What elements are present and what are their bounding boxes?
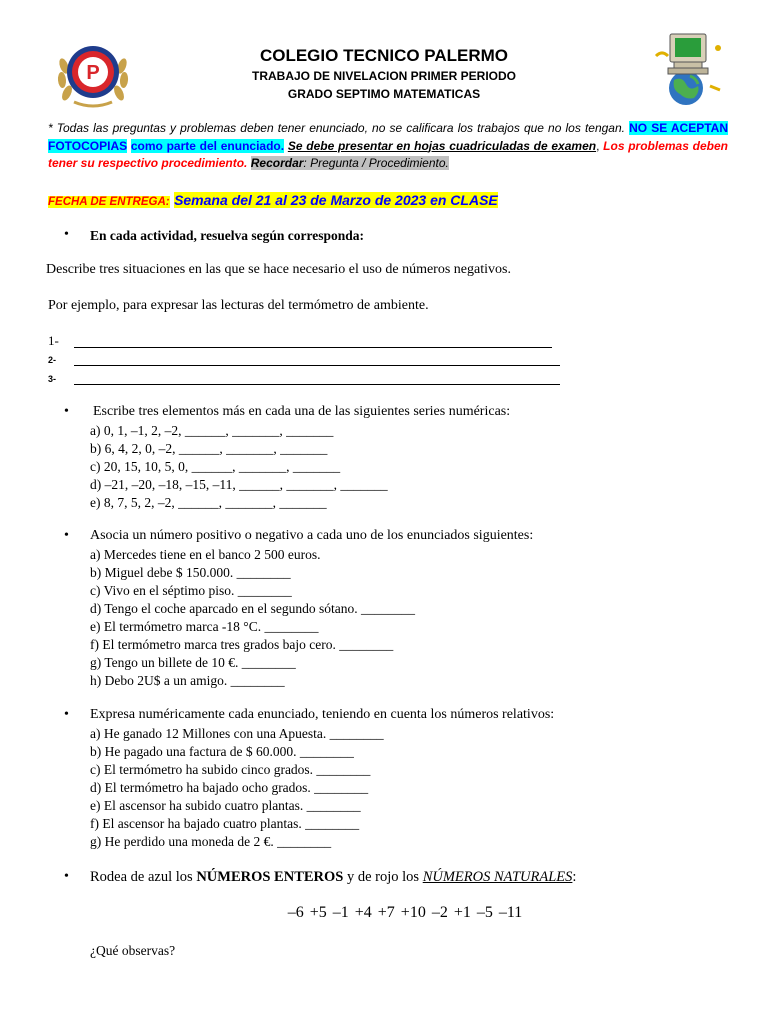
bullet-4: •: [64, 869, 69, 884]
section4-post: :: [572, 869, 577, 885]
recordar-text: : Pregunta / Procedimiento.: [303, 156, 449, 170]
section4-mid: y de rojo los: [343, 869, 423, 885]
describe-line-1: Describe tres situaciones en las que se hace necesario el uso de números negativos.: [46, 262, 511, 277]
bullet-0: •: [64, 227, 69, 242]
school-title: COLEGIO TECNICO PALERMO: [259, 46, 509, 65]
enteros-label: NÚMEROS ENTEROS: [196, 869, 344, 885]
series-item-c: c) 20, 15, 10, 5, 0, ______, _______, _______: [90, 459, 341, 474]
series-item-d: d) –21, –20, –18, –15, –11, ______, _______, _______: [90, 477, 388, 492]
express-item-f: f) El ascensor ha bajado cuatro plantas. ________: [90, 816, 360, 831]
express-item-b: b) He pagado una factura de $ 60.000. ________: [90, 744, 354, 759]
assoc-item-a: a) Mercedes tiene en el banco 2 500 euros.: [90, 547, 321, 562]
series-item-e: e) 8, 7, 5, 2, –2, ______, _______, _______: [90, 495, 327, 510]
assoc-item-b: b) Miguel debe $ 150.000. ________: [90, 565, 291, 580]
due-date-value: Semana del 21 al 23 de Marzo de 2023 en CLASE: [174, 192, 498, 208]
express-item-a: a) He ganado 12 Millones con una Apuesta. ________: [90, 726, 384, 741]
express-item-e: e) El ascensor ha subido cuatro plantas. ________: [90, 798, 361, 813]
assoc-item-e: e) El termómetro marca -18 °C. ________: [90, 619, 319, 634]
assoc-item-c: c) Vivo en el séptimo piso. ________: [90, 583, 292, 598]
series-item-b: b) 6, 4, 2, 0, –2, ______, _______, _______: [90, 441, 328, 456]
answer-number-3: 3-: [48, 374, 57, 384]
instructions-text-6: Los problemas deben tener su respectivo procedimiento.: [48, 138, 728, 170]
express-item-d: d) El termómetro ha bajado ocho grados. ________: [90, 780, 369, 795]
question-text: ¿Qué observas?: [90, 943, 176, 958]
worksheet-subtitle: TRABAJO DE NIVELACION PRIMER PERIODO: [251, 69, 517, 83]
bullet-2: •: [64, 528, 69, 543]
bullet-3: •: [64, 707, 69, 722]
recordar-label: Recordar: [250, 156, 304, 170]
grade-subtitle: GRADO SEPTIMO MATEMATICAS: [287, 87, 481, 101]
assoc-item-h: h) Debo 2U$ a un amigo. ________: [90, 673, 285, 688]
answer-line-1[interactable]: [74, 347, 552, 348]
describe-line-2: Por ejemplo, para expresar las lecturas del termómetro de ambiente.: [48, 298, 429, 313]
instructions-comma: ,: [596, 138, 600, 153]
answer-line-2[interactable]: [74, 365, 560, 366]
naturales-label: NÚMEROS NATURALES: [422, 869, 573, 885]
series-item-a: a) 0, 1, –1, 2, –2, ______, _______, _______: [90, 423, 334, 438]
answer-line-3[interactable]: [74, 384, 560, 385]
section4-pre: Rodea de azul los: [90, 869, 197, 885]
section3-heading: Expresa numéricamente cada enunciado, teniendo en cuenta los números relativos:: [90, 707, 555, 722]
assoc-item-g: g) Tengo un billete de 10 €. ________: [90, 655, 296, 670]
instructions-paragraph: [48, 120, 728, 173]
express-item-g: g) He perdido una moneda de 2 €. ________: [90, 834, 332, 849]
instructions-text-3: como parte del enunciado.: [130, 138, 285, 153]
answer-number-1: 1-: [48, 333, 59, 348]
bullet-1: •: [64, 404, 69, 419]
crest-letter: P: [86, 62, 100, 84]
instructions-text-4: Se debe presentar en hojas cuadriculadas de examen: [287, 138, 597, 153]
section0-heading: En cada actividad, resuelva según corresponda:: [90, 228, 365, 243]
section2-heading: Asocia un número positivo o negativo a cada uno de los enunciados siguientes:: [90, 528, 534, 543]
number-sequence: –6 +5 –1 +4 +7 +10 –2 +1 –5 –11: [287, 904, 523, 921]
recordar-highlight: [251, 156, 449, 170]
express-item-c: c) El termómetro ha subido cinco grados. ________: [90, 762, 371, 777]
assoc-item-d: d) Tengo el coche aparcado en el segundo sótano. ________: [90, 601, 415, 616]
section4-heading: [90, 869, 576, 886]
due-date: [48, 192, 498, 210]
section1-heading: Escribe tres elementos más en cada una de las siguientes series numéricas:: [93, 404, 511, 419]
no-fotocopias-highlight: NO SE ACEPTAN FOTOCOPIAS: [48, 121, 728, 153]
due-date-label: FECHA DE ENTREGA:: [48, 196, 170, 208]
answer-number-2: 2-: [48, 355, 57, 365]
assoc-item-f: f) El termómetro marca tres grados bajo cero. ________: [90, 637, 394, 652]
instructions-text-1: * Todas las preguntas y problemas deben tener enunciado, no se calificara los trabajos que no los tengan.: [48, 121, 625, 135]
